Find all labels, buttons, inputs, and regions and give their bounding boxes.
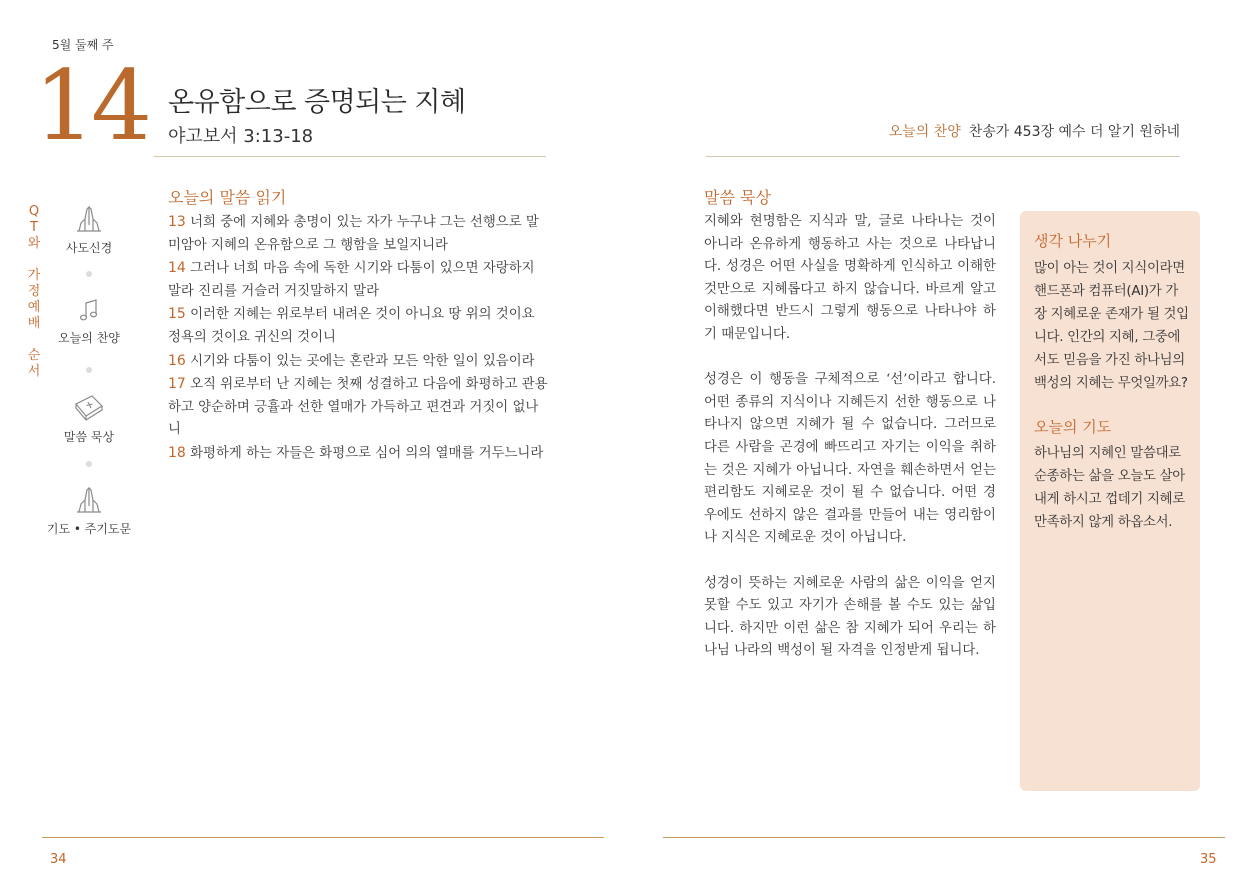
title-divider (154, 156, 546, 157)
vertical-char: 예 (27, 300, 41, 315)
praying-hands-icon (72, 205, 106, 233)
footer-rule-right (663, 837, 1225, 838)
footer-rule-left (42, 837, 604, 838)
page-number-left: 34 (50, 852, 67, 867)
vertical-char: Q (28, 204, 40, 219)
verse-text: 그러나 너희 마음 속에 독한 시기와 다툼이 있으면 자랑하지 말라 진리를 거슬러 거짓말하지 말라 (168, 261, 535, 299)
verse-text: 오직 위로부터 난 지혜는 첫째 성결하고 다음에 화평하고 관용하고 양순하며 긍휼과 선한 열매가 가득하고 편견과 거짓이 없나니 (168, 377, 548, 438)
sidebar-dot (86, 461, 92, 467)
vertical-char: 순 (27, 348, 41, 363)
week-label: 5월 둘째 주 (52, 38, 114, 52)
scripture-reference: 야고보서 3:13-18 (168, 126, 314, 147)
bible-icon (72, 392, 106, 422)
meditation-paragraph: 지혜와 현명함은 지식과 말, 글로 나타나는 것이 아니라 온유하게 행동하고 사는 것으로 나타납니다. 성경은 어떤 사실을 명확하게 인식하고 이해한 것만으로 지혜롭다고 하지 않습니다. 바르게 알고 이해했다면 반드시 그렇게 행동으로 나타나야 하기 때문입니다. (704, 214, 996, 342)
sidebar-item-meditation[interactable] (34, 392, 144, 445)
reading-heading: 오늘의 말씀 읽기 (168, 188, 287, 207)
page-title: 온유함으로 증명되는 지혜 (168, 87, 466, 118)
meditation-paragraph: 성경이 뜻하는 지혜로운 사람의 삶은 이익을 얻지 못할 수도 있고 자기가 손해를 볼 수도 있는 삶입니다. 하지만 이런 삶은 참 지혜가 되어 우리는 하나님 나라의 백성이 될 자격을 인정받게 됩니다. (704, 575, 996, 659)
page-number-right: 35 (1200, 852, 1217, 867)
praying-hands-icon (72, 486, 106, 514)
vertical-char: 가 (27, 268, 41, 283)
meditation-body (704, 211, 996, 685)
right-header-divider (706, 156, 1180, 157)
vertical-char: T (30, 220, 38, 235)
sidebar-dot (86, 271, 92, 277)
sidebar-item-label: 사도신경 (65, 241, 113, 255)
sidebar-item-label: 기도 • 주기도문 (46, 522, 132, 536)
verse-number: 16 (168, 352, 186, 369)
verse-number: 15 (168, 306, 186, 323)
verse-number: 18 (168, 444, 186, 461)
day-number: 14 (34, 50, 149, 162)
verse-text: 이러한 지혜는 위로부터 내려온 것이 아니요 땅 위의 것이요 정욕의 것이요 귀신의 것이니 (168, 307, 535, 345)
meditation-paragraph: 성경은 이 행동을 구체적으로 ‘선’이라고 합니다. 어떤 종류의 지식이나 지혜든지 선한 행동으로 나타나지 않으면 지혜가 될 수 없습니다. 그러므로 다른 사람을 곤경에 빠뜨리고 자기는 이익을 취하는 것은 지혜가 아닙니다. 자연을 훼손하면서 얻는 편리함도 지혜로운 것이 될 수 없습니다. 어떤 경우에도 선하지 않은 결과를 만들어 내는 영리함이나 지식은 지혜로운 것이 아닙니다. (704, 372, 996, 546)
verse-number: 17 (168, 376, 186, 393)
sidebar-item-label: 오늘의 찬양 (58, 331, 120, 345)
think-heading: 생각 나누기 (1034, 232, 1112, 250)
think-text: 많이 아는 것이 지식이라면 핸드폰과 컴퓨터(AI)가 가장 지혜로운 존재가 될 것입니다. 인간의 지혜, 그중에서도 믿음을 가진 하나님의 백성의 지혜는 무엇일까요? (1034, 261, 1189, 391)
sidebar-dot (86, 367, 92, 373)
verse-number: 14 (168, 260, 186, 277)
sidebar-item-label: 말씀 묵상 (63, 430, 115, 444)
hymn-label: 오늘의 찬양 (888, 124, 961, 140)
sidebar-item-creed[interactable] (34, 205, 144, 256)
vertical-char: 와 (27, 236, 41, 251)
vertical-char: 배 (27, 316, 41, 331)
scripture-verses (168, 211, 548, 466)
vertical-char: 정 (27, 284, 41, 299)
sidebar-item-hymn[interactable] (34, 297, 144, 346)
verse-number: 13 (168, 214, 186, 230)
music-note-icon (72, 297, 106, 323)
todays-hymn (889, 121, 1180, 141)
verse-text: 너희 중에 지혜와 총명이 있는 자가 누구냐 그는 선행으로 말미암아 지혜의 온유함으로 그 행함을 보일지니라 (168, 215, 539, 253)
sidebar-item-prayer[interactable] (34, 486, 144, 537)
prayer-text: 하나님의 지혜인 말씀대로 순종하는 삶을 오늘도 살아내게 하시고 껍데기 지혜로 만족하지 않게 하옵소서. (1034, 446, 1185, 530)
verse-text: 화평하게 하는 자들은 화평으로 심어 의의 열매를 거두느니라 (190, 445, 544, 461)
vertical-char: 서 (27, 364, 41, 379)
meditation-heading: 말씀 묵상 (704, 188, 771, 207)
hymn-text: 찬송가 453장 예수 더 알기 원하네 (968, 124, 1180, 140)
verse-text: 시기와 다툼이 있는 곳에는 혼란과 모든 악한 일이 있음이라 (190, 353, 535, 369)
prayer-heading: 오늘의 기도 (1034, 418, 1112, 436)
